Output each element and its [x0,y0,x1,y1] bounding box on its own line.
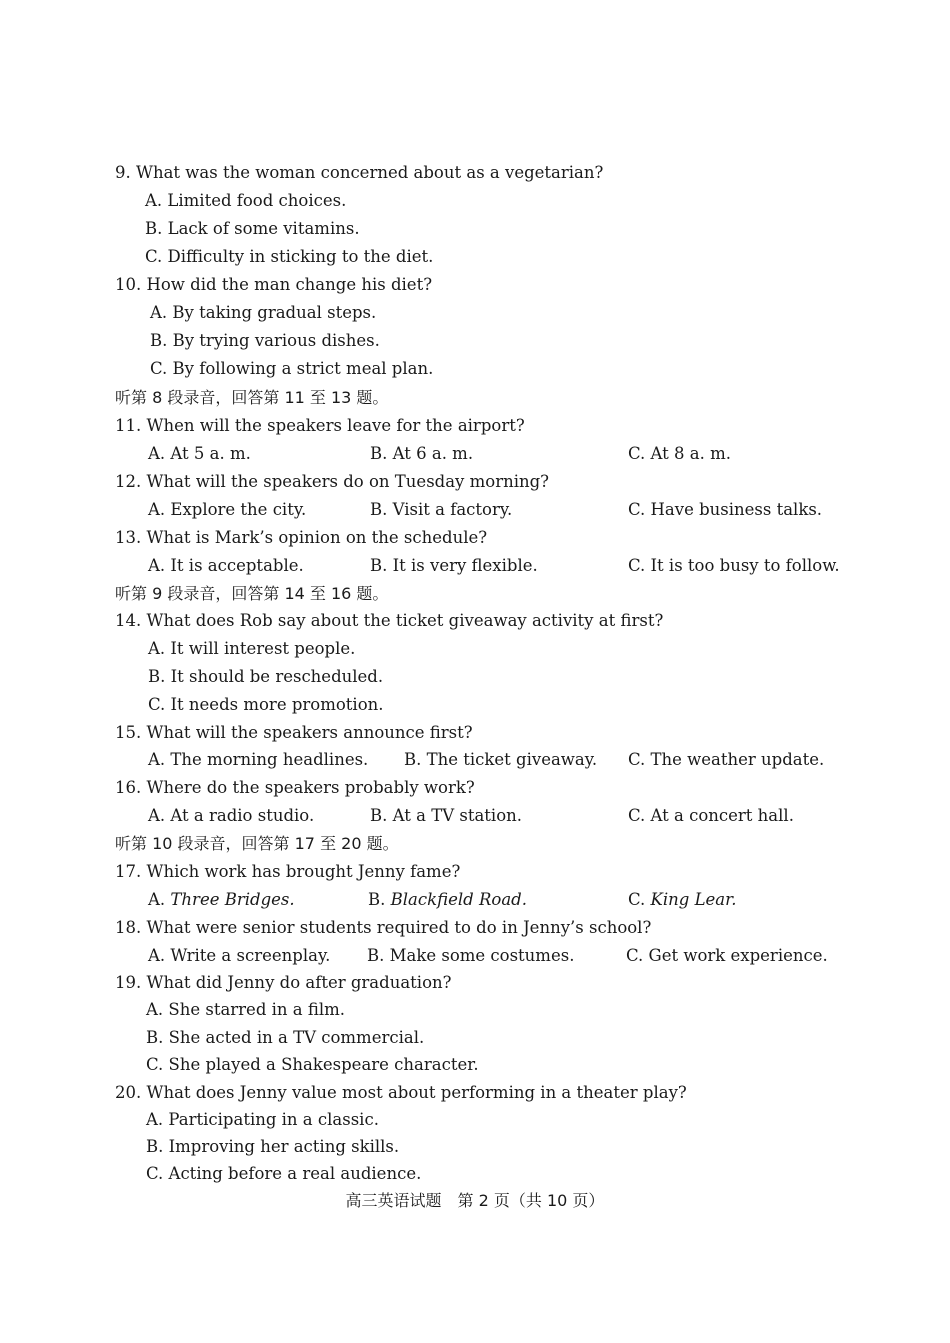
q15-option-b: B. The ticket giveaway. [404,750,598,769]
q17-options [0,890,950,910]
q17-option-b: B. Blackfield Road. [368,890,527,909]
q18-option-c: C. Get work experience. [626,946,828,965]
q16-option-a: A. At a radio studio. [148,806,315,825]
section-10-instruction: 听第 10 段录音，回答第 17 至 20 题。 [115,834,399,853]
question-16: 16. Where do the speakers probably work? [115,778,475,797]
q19-option-a: A. She starred in a film. [146,1000,346,1019]
question-17: 17. Which work has brought Jenny fame? [115,862,461,881]
q11-option-a: A. At 5 a. m. [148,444,251,463]
q18-options [0,946,950,966]
q16-option-b: B. At a TV station. [370,806,523,825]
q14-option-b: B. It should be rescheduled. [148,667,384,686]
q17-option-c-title: King Lear. [650,890,737,909]
q13-options [0,556,950,576]
q13-option-b: B. It is very flexible. [370,556,538,575]
q15-option-a: A. The morning headlines. [148,750,369,769]
question-13: 13. What is Mark’s opinion on the schedule? [115,528,488,547]
question-18: 18. What were senior students required to do in Jenny’s school? [115,918,652,937]
q17-option-a: A. Three Bridges. [148,890,295,909]
q20-option-b: B. Improving her acting skills. [146,1137,400,1156]
q11-option-b: B. At 6 a. m. [370,444,474,463]
question-15: 15. What will the speakers announce first? [115,723,473,742]
q11-option-c: C. At 8 a. m. [628,444,731,463]
question-9: 9. What was the woman concerned about as a vegetarian? [115,163,604,182]
q9-option-a: A. Limited food choices. [145,191,347,210]
q16-options [0,806,950,826]
q12-option-b: B. Visit a factory. [370,500,513,519]
section-9-instruction: 听第 9 段录音，回答第 14 至 16 题。 [115,584,389,603]
question-11: 11. When will the speakers leave for the airport? [115,416,525,435]
page-footer: 高三英语试题 第 2 页（共 10 页） [345,1191,605,1210]
q20-option-c: C. Acting before a real audience. [146,1164,422,1183]
q17-option-b-title: Blackfield Road. [390,890,527,909]
q17-option-a-title: Three Bridges. [170,890,295,909]
q19-option-b: B. She acted in a TV commercial. [146,1028,425,1047]
q10-option-a: A. By taking gradual steps. [150,303,377,322]
question-20: 20. What does Jenny value most about performing in a theater play? [115,1083,687,1102]
question-14: 14. What does Rob say about the ticket giveaway activity at first? [115,611,664,630]
question-10: 10. How did the man change his diet? [115,275,433,294]
q19-option-c: C. She played a Shakespeare character. [146,1055,479,1074]
q14-option-c: C. It needs more promotion. [148,695,384,714]
q12-options [0,500,950,520]
q10-option-b: B. By trying various dishes. [150,331,380,350]
q12-option-c: C. Have business talks. [628,500,823,519]
section-8-instruction: 听第 8 段录音，回答第 11 至 13 题。 [115,388,389,407]
q14-option-a: A. It will interest people. [148,639,356,658]
question-12: 12. What will the speakers do on Tuesday morning? [115,472,550,491]
q12-option-a: A. Explore the city. [148,500,307,519]
q10-option-c: C. By following a strict meal plan. [150,359,434,378]
q13-option-a: A. It is acceptable. [148,556,304,575]
q13-option-c: C. It is too busy to follow. [628,556,840,575]
q18-option-a: A. Write a screenplay. [148,946,331,965]
q16-option-c: C. At a concert hall. [628,806,794,825]
q11-options [0,444,950,464]
q15-option-c: C. The weather update. [628,750,825,769]
q20-option-a: A. Participating in a classic. [146,1110,379,1129]
q9-option-c: C. Difficulty in sticking to the diet. [145,247,434,266]
q15-options [0,750,950,770]
q17-option-c: C. King Lear. [628,890,737,909]
q9-option-b: B. Lack of some vitamins. [145,219,360,238]
question-19: 19. What did Jenny do after graduation? [115,973,452,992]
q18-option-b: B. Make some costumes. [367,946,575,965]
